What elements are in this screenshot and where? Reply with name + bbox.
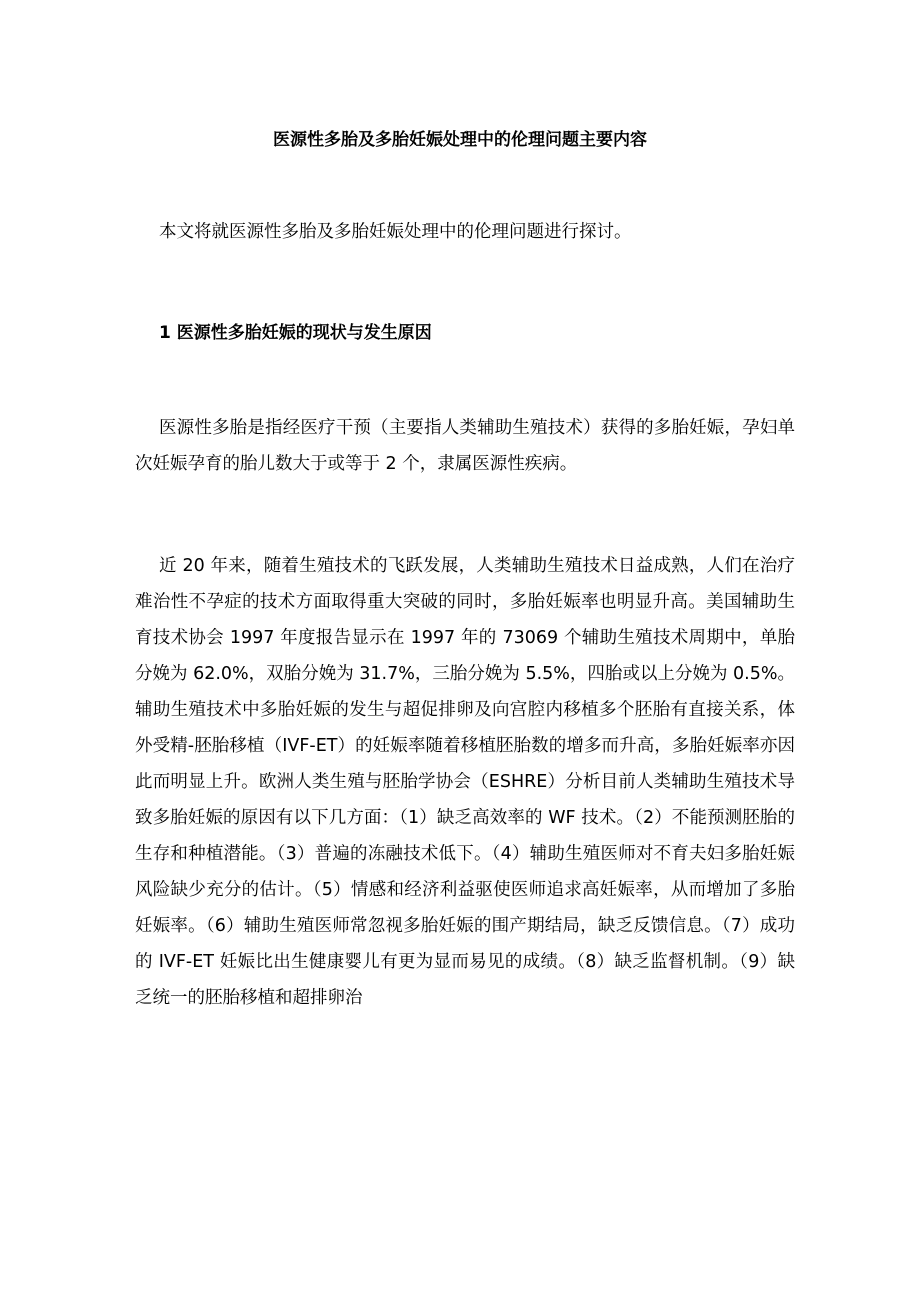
intro-paragraph: 本文将就医源性多胎及多胎妊娠处理中的伦理问题进行探讨。: [159, 222, 632, 242]
definition-paragraph: 医源性多胎是指经医疗干预（主要指人类辅助生殖技术）获得的多胎妊娠，孕妇单次妊娠孕育的胎儿数大于或等于 2 个，隶属医源性疾病。: [135, 418, 795, 474]
section-1-heading: 1 医源性多胎妊娠的现状与发生原因: [159, 323, 432, 343]
background-paragraph: 近 20 年来，随着生殖技术的飞跃发展，人类辅助生殖技术日益成熟，人们在治疗难治性不孕症的技术方面取得重大突破的同时，多胎妊娠率也明显升高。美国辅助生育技术协会 1997 年度报告显示在 1997 年的 73069 个辅助生殖技术周期中，单胎分娩为 62.0%，双胎分娩为 31.7%，三胎分娩为 5.5%，四胎或以上分娩为 0.5%。辅助生殖技术中多胎妊娠的发生与超促排卵及向宫腔内移植多个胚胎有直接关系，体外受精-胚胎移植（IVF-ET）的妊娠率随着移植胚胎数的增多而升高，多胎妊娠率亦因此而明显上升。欧洲人类生殖与胚胎学协会（ESHRE）分析目前人类辅助生殖技术导致多胎妊娠的原因有以下几方面：（1）缺乏高效率的 WF 技术。（2）不能预测胚胎的生存和种植潜能。（3）普遍的冻融技术低下。（4）辅助生殖医师对不育夫妇多胎妊娠风险缺少充分的估计。（5）情感和经济利益驱使医师追求高妊娠率，从而增加了多胎妊娠率。（6）辅助生殖医师常忽视多胎妊娠的围产期结局，缺乏反馈信息。（7）成功的 IVF-ET 妊娠比出生健康婴儿有更为显而易见的成绩。（8）缺乏监督机制。（9）缺乏统一的胚胎移植和超排卵治: [135, 556, 795, 1008]
document-title: 医源性多胎及多胎妊娠处理中的伦理问题主要内容: [273, 130, 647, 150]
